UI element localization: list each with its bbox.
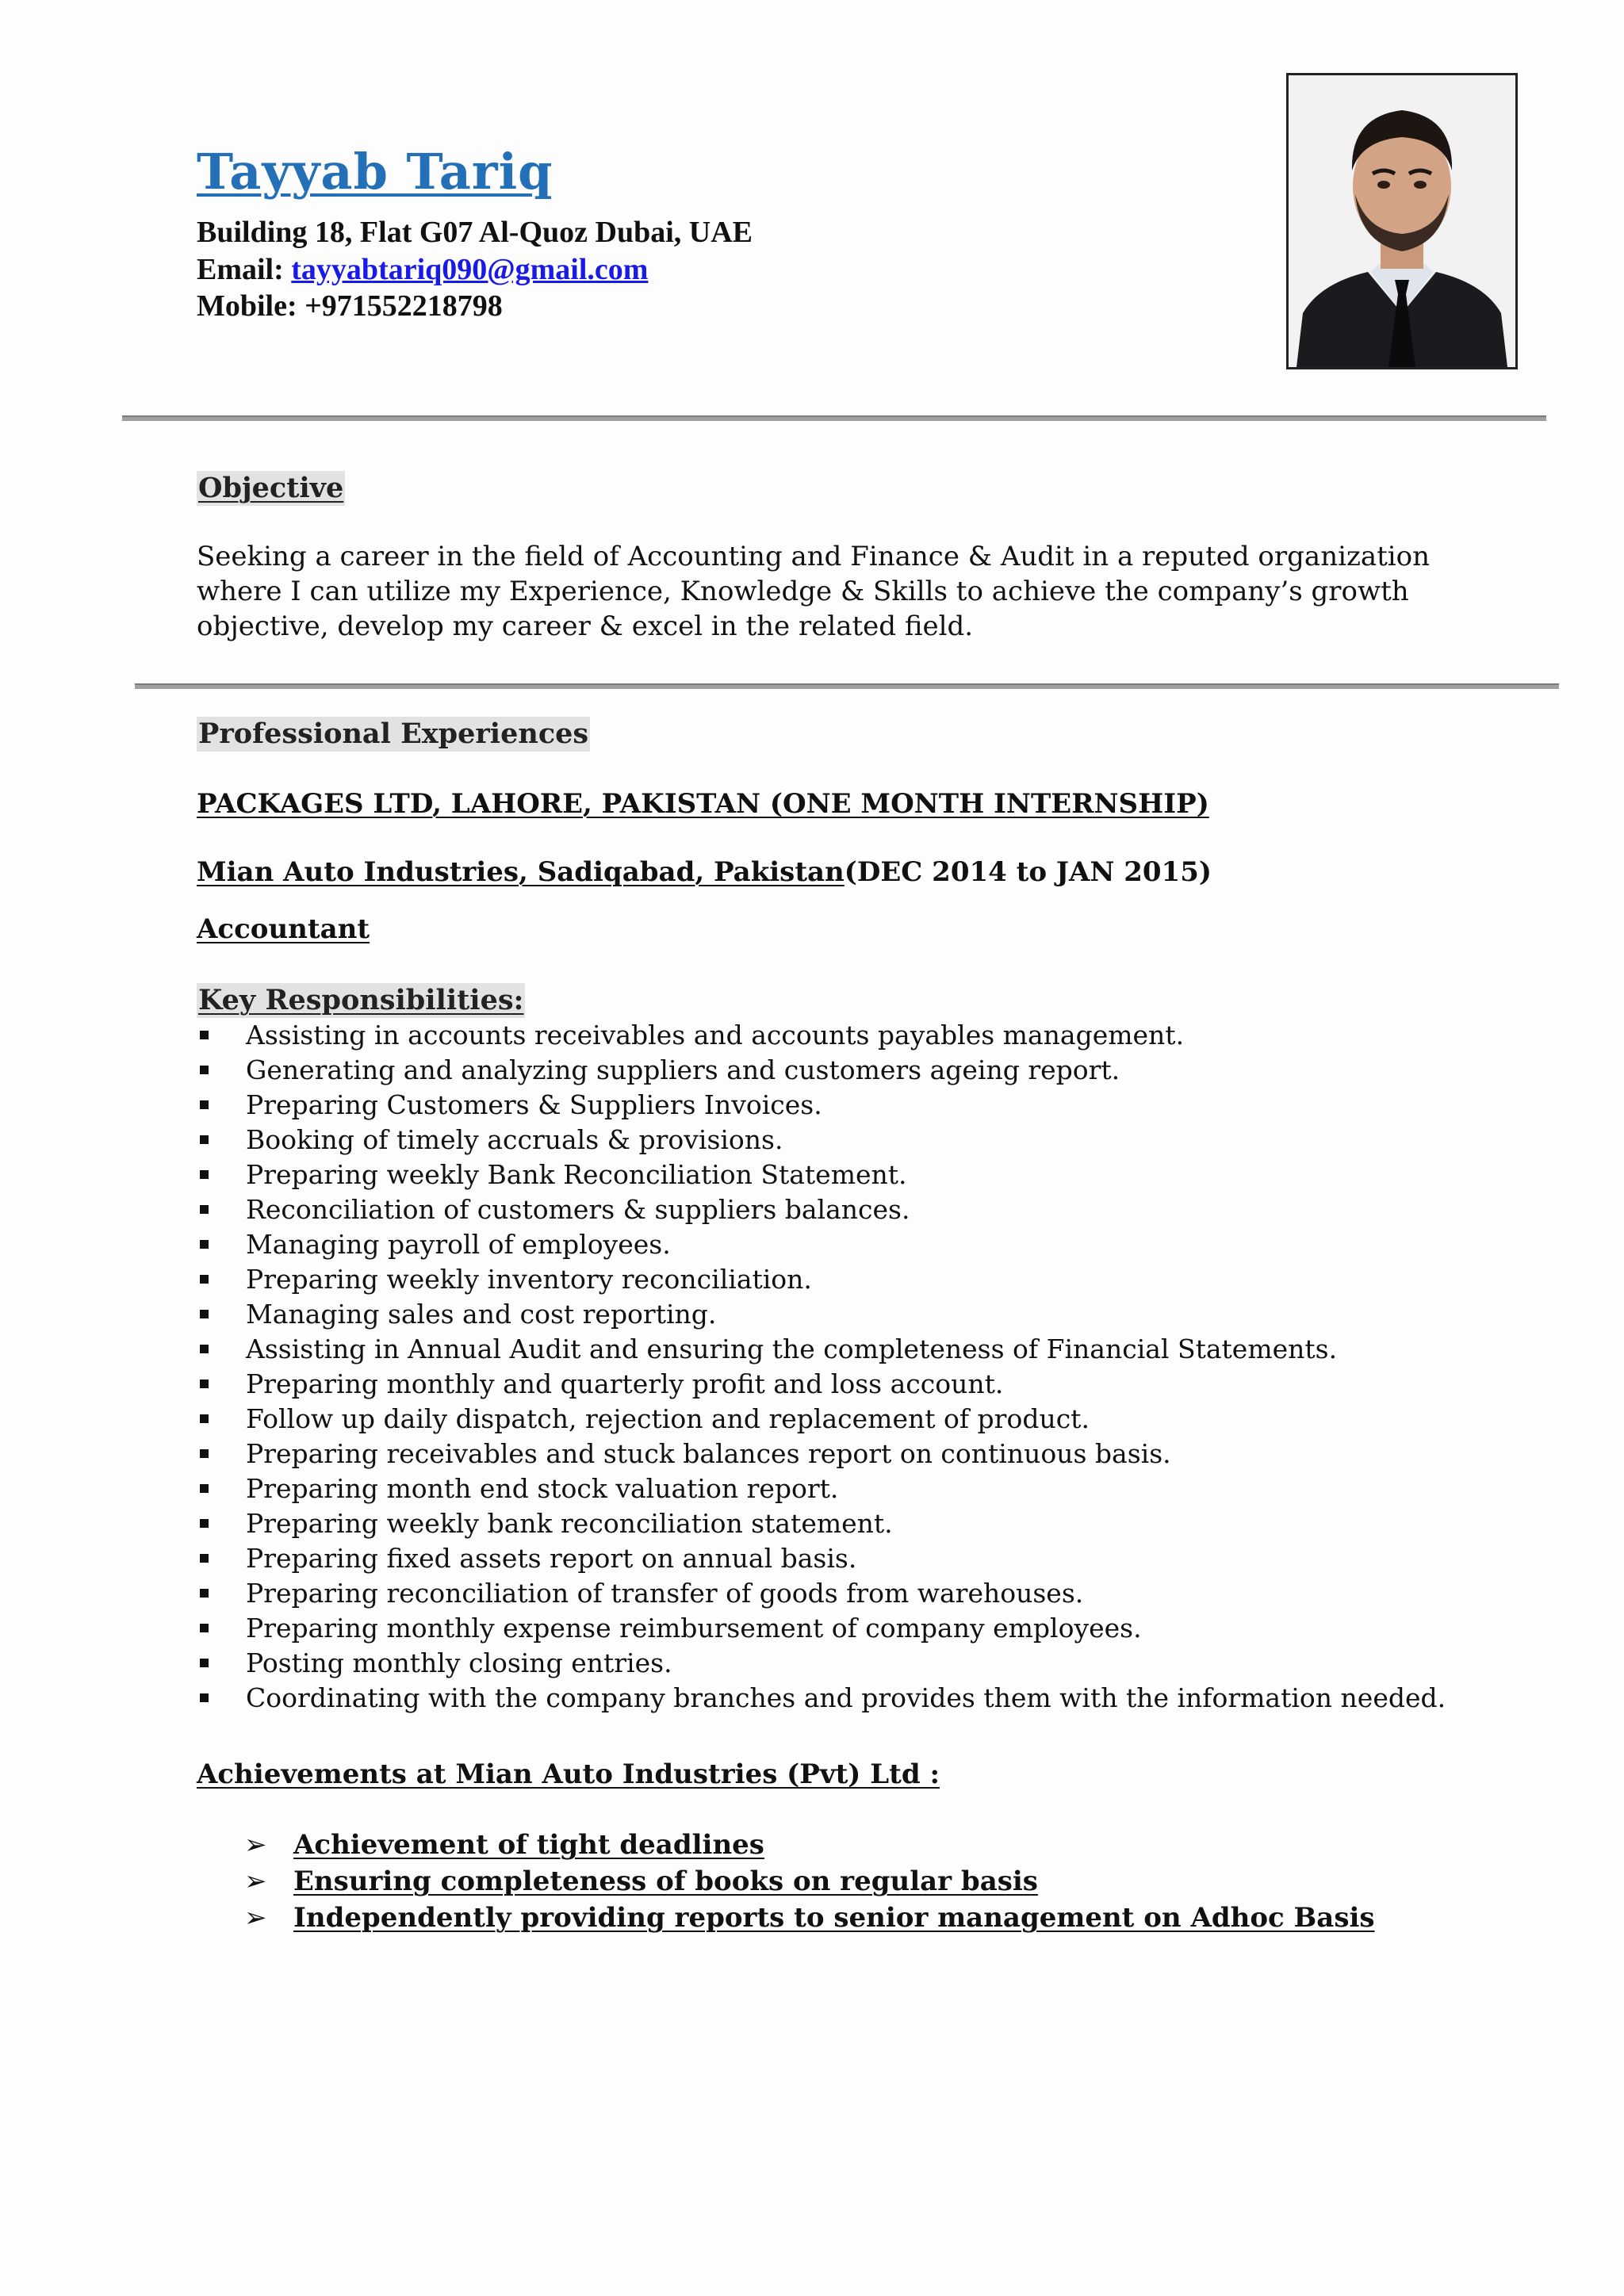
achievements-heading: Achievements at Mian Auto Industries (Pvt) Ltd : (197, 1758, 940, 1790)
divider (135, 683, 1559, 689)
list-item: Reconciliation of customers & suppliers balances. (197, 1192, 1446, 1227)
mobile: Mobile: +971552218798 (197, 289, 503, 323)
list-item: Follow up daily dispatch, rejection and replacement of product. (197, 1402, 1446, 1437)
list-item: Preparing weekly Bank Reconciliation Statement. (197, 1158, 1446, 1192)
square-bullet-icon (200, 1135, 209, 1144)
experience-heading: Professional Experiences (198, 718, 589, 750)
square-bullet-icon (200, 1345, 209, 1353)
list-item: Preparing weekly bank reconciliation statement. (197, 1506, 1446, 1541)
achievements-list (244, 1827, 1375, 1936)
arrow-bullet-icon: ➢ (244, 1866, 267, 1897)
job-period: (DEC 2014 to JAN 2015) (844, 856, 1212, 888)
list-item: ➢ Ensuring completeness of books on regular basis (244, 1863, 1375, 1900)
email-line (197, 254, 648, 285)
square-bullet-icon (200, 1693, 209, 1702)
email-label: Email: (197, 253, 284, 286)
square-bullet-icon (200, 1031, 209, 1039)
profile-photo (1286, 73, 1518, 369)
square-bullet-icon (200, 1240, 209, 1249)
square-bullet-icon (200, 1100, 209, 1109)
square-bullet-icon (200, 1624, 209, 1632)
company-name: Mian Auto Industries, Sadiqabad, Pakistan (197, 856, 845, 888)
list-item: Generating and analyzing suppliers and customers ageing report. (197, 1053, 1446, 1088)
square-bullet-icon (200, 1449, 209, 1458)
square-bullet-icon (200, 1310, 209, 1318)
square-bullet-icon (200, 1519, 209, 1528)
candidate-name: Tayyab Tariq (197, 143, 553, 201)
objective-heading: Objective (198, 472, 344, 504)
list-item: Preparing monthly and quarterly profit and loss account. (197, 1367, 1446, 1402)
square-bullet-icon (200, 1066, 209, 1074)
square-bullet-icon (200, 1554, 209, 1563)
list-item: Preparing month end stock valuation report. (197, 1471, 1446, 1506)
square-bullet-icon (200, 1275, 209, 1284)
list-item: Posting monthly closing entries. (197, 1646, 1446, 1681)
list-item: Preparing fixed assets report on annual basis. (197, 1541, 1446, 1576)
square-bullet-icon (200, 1414, 209, 1423)
list-item: Assisting in accounts receivables and accounts payables management. (197, 1018, 1446, 1053)
person-photo-icon (1289, 75, 1515, 367)
list-item: Managing sales and cost reporting. (197, 1297, 1446, 1332)
square-bullet-icon (200, 1484, 209, 1493)
list-item: Coordinating with the company branches and provides them with the information needed. (197, 1681, 1446, 1716)
list-item: Preparing reconciliation of transfer of goods from warehouses. (197, 1576, 1446, 1611)
square-bullet-icon (200, 1589, 209, 1598)
list-item: Preparing monthly expense reimbursement of company employees. (197, 1611, 1446, 1646)
list-item: Preparing Customers & Suppliers Invoices. (197, 1088, 1446, 1123)
list-item: ➢ Independently providing reports to senior management on Adhoc Basis (244, 1900, 1375, 1936)
list-item: Managing payroll of employees. (197, 1227, 1446, 1262)
square-bullet-icon (200, 1380, 209, 1388)
job-company-line (197, 855, 1212, 890)
list-item: Preparing weekly inventory reconciliation. (197, 1262, 1446, 1297)
list-item: Assisting in Annual Audit and ensuring the completeness of Financial Statements. (197, 1332, 1446, 1367)
list-item: ➢ Achievement of tight deadlines (244, 1827, 1375, 1863)
responsibilities-heading: Key Responsibilities: (198, 984, 524, 1016)
internship-line: PACKAGES LTD, LAHORE, PAKISTAN (ONE MONTH INTERNSHIP) (197, 788, 1209, 820)
arrow-bullet-icon: ➢ (244, 1829, 267, 1861)
job-title: Accountant (197, 913, 370, 945)
email-link[interactable]: tayyabtariq090@gmail.com (291, 253, 649, 286)
arrow-bullet-icon: ➢ (244, 1902, 267, 1934)
square-bullet-icon (200, 1205, 209, 1214)
list-item: Preparing receivables and stuck balances report on continuous basis. (197, 1437, 1446, 1471)
divider (122, 415, 1546, 421)
responsibilities-list (197, 1018, 1446, 1716)
square-bullet-icon (200, 1170, 209, 1179)
address: Building 18, Flat G07 Al-Quoz Dubai, UAE (197, 216, 753, 249)
list-item: Booking of timely accruals & provisions. (197, 1123, 1446, 1158)
square-bullet-icon (200, 1659, 209, 1667)
objective-text: Seeking a career in the field of Accounting and Finance & Audit in a reputed organization where I can utilize my Experience, Knowledge & Skills to achieve the company’s growth objective, develop my career & excel in the related field. (197, 541, 1431, 642)
